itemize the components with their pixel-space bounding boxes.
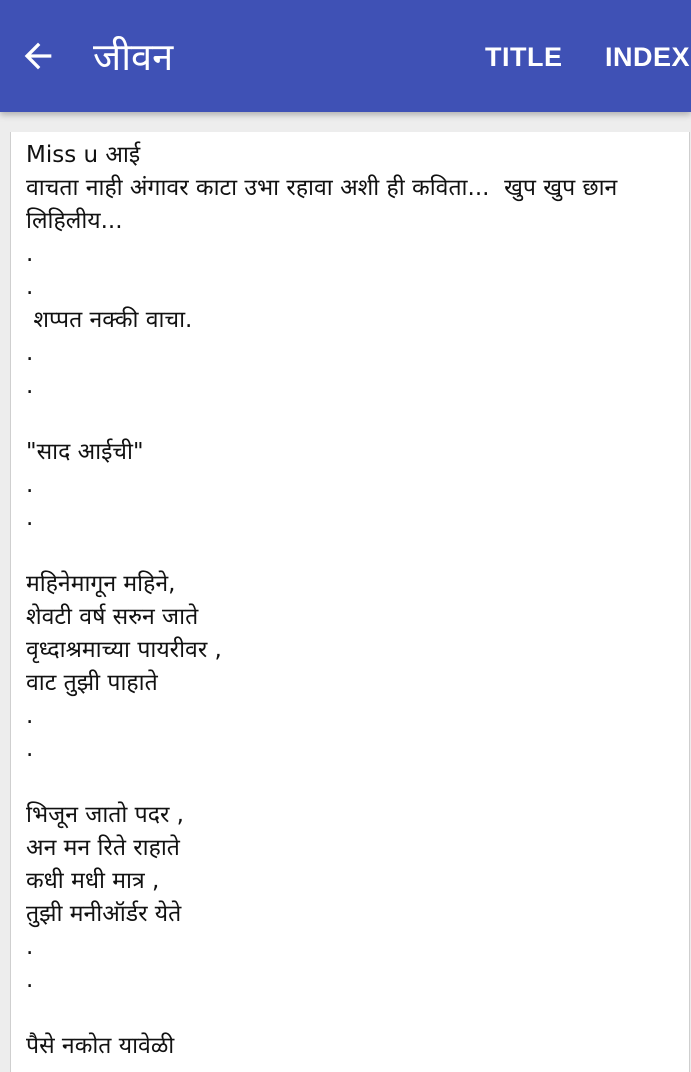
index-button[interactable]: INDEX bbox=[605, 42, 691, 72]
back-button[interactable] bbox=[14, 32, 62, 80]
poem-text: Miss u आई वाचता नाही अंगावर काटा उभा रहावा अशी ही कविता... खुप खुप छान लिहिलीय... . . शप्पत नक्की वाचा. . . "साद आईची" . . महिनेमागून महिने, शेवटी वर्ष सरुन जाते वृध्दाश्रमाच्या पायरीवर , वाट तुझी पाहाते . . भिजून जातो पदर , अन मन रिते राहाते कधी मधी मात्र , तुझी मनीऑर्डर येते . . पैसे नकोत यावेळी bbox=[26, 142, 618, 1059]
page-title: जीवन bbox=[93, 35, 174, 79]
app-bar bbox=[0, 0, 691, 112]
title-button[interactable]: TITLE bbox=[485, 42, 563, 72]
content-card[interactable] bbox=[10, 132, 690, 1072]
arrow-back-icon bbox=[18, 36, 58, 76]
